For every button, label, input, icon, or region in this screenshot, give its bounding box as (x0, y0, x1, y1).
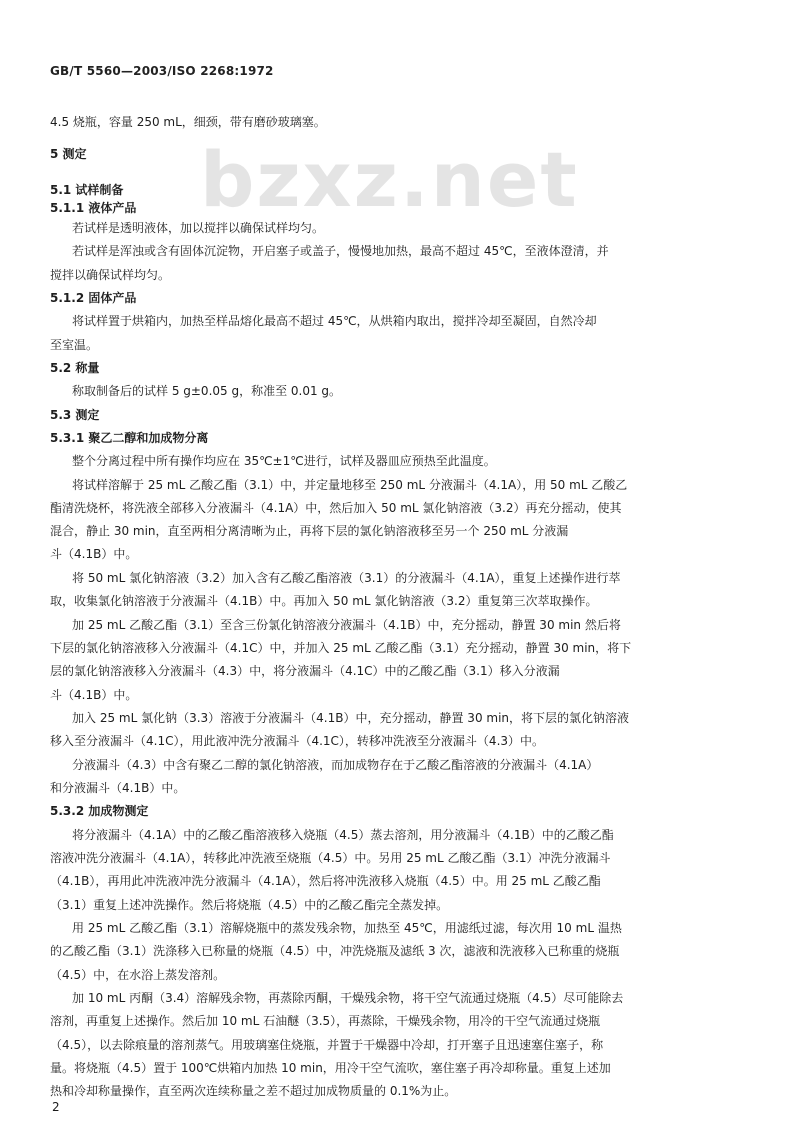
text-line: 热和冷却称量操作，直至两次连续称量之差不超过加成物质量的 0.1%为止。 (50, 1084, 457, 1098)
text-line: 溶剂，再重复上述操作。然后加 10 mL 石油醚（3.5），再蒸除，干燥残余物，用冷的干空气流通过烧瓶 (50, 1014, 601, 1028)
text-line: 若试样是透明液体，加以搅拌以确保试样均匀。 (72, 221, 325, 235)
standard-header: GB/T 5560—2003/ISO 2268:1972 (50, 64, 274, 78)
text-line: 取，收集氯化钠溶液于分液漏斗（4.1B）中。再加入 50 mL 氯化钠溶液（3.2）重复第三次萃取操作。 (50, 594, 598, 608)
section-heading: 5.3.1 聚乙二醇和加成物分离 (50, 431, 209, 445)
section-heading: 5.1 试样制备 (50, 183, 124, 197)
section-heading: 5 测定 (50, 147, 87, 161)
text-line: 将试样置于烘箱内，加热至样品熔化最高不超过 45℃，从烘箱内取出，搅拌冷却至凝固，自然冷却 (72, 314, 597, 328)
text-line: 斗（4.1B）中。 (50, 547, 138, 561)
text-line: 整个分离过程中所有操作均应在 35℃±1℃进行，试样及器皿应预热至此温度。 (72, 454, 496, 468)
text-line: （4.5），以去除痕量的溶剂蒸气。用玻璃塞住烧瓶，并置于干燥器中冷却，打开塞子且迅速塞住塞子，称 (50, 1038, 604, 1052)
text-line: 称取制备后的试样 5 g±0.05 g，称准至 0.01 g。 (72, 384, 342, 398)
text-line: 将分液漏斗（4.1A）中的乙酸乙酯溶液移入烧瓶（4.5）蒸去溶剂，用分液漏斗（4.1B）中的乙酸乙酯 (72, 828, 614, 842)
text-line: 用 25 mL 乙酸乙酯（3.1）溶解烧瓶中的蒸发残余物，加热至 45℃，用滤纸过滤，每次用 10 mL 温热 (72, 921, 622, 935)
text-line: （4.1B），再用此冲洗液冲洗分液漏斗（4.1A），然后将冲洗液移入烧瓶（4.5）中。用 25 mL 乙酸乙酯 (50, 874, 601, 888)
text-line: 层的氯化钠溶液移入分液漏斗（4.3）中，将分液漏斗（4.1C）中的乙酸乙酯（3.1）移入分液漏 (50, 664, 560, 678)
text-line: 将试样溶解于 25 mL 乙酸乙酯（3.1）中，并定量地移至 250 mL 分液漏斗（4.1A），用 50 mL 乙酸乙 (72, 478, 628, 492)
text-line: 移入至分液漏斗（4.1C），用此液冲洗分液漏斗（4.1C），转移冲洗液至分液漏斗（4.3）中。 (50, 734, 545, 748)
text-line: 分液漏斗（4.3）中含有聚乙二醇的氯化钠溶液，而加成物存在于乙酸乙酯溶液的分液漏斗（4.1A） (72, 758, 599, 772)
text-line: 加入 25 mL 氯化钠（3.3）溶液于分液漏斗（4.1B）中，充分摇动，静置 30 min，将下层的氯化钠溶液 (72, 711, 630, 725)
section-heading: 5.3.2 加成物测定 (50, 804, 149, 818)
text-line: 搅拌以确保试样均匀。 (50, 268, 171, 282)
text-line: 酯清洗烧杯，将洗液全部移入分液漏斗（4.1A）中，然后加入 50 mL 氯化钠溶液（3.2）再充分摇动，使其 (50, 501, 622, 515)
page-number: 2 (52, 1100, 60, 1114)
text-line: 加 10 mL 丙酮（3.4）溶解残余物，再蒸除丙酮，干燥残余物，将干空气流通过烧瓶（4.5）尽可能除去 (72, 991, 624, 1005)
text-line: 的乙酸乙酯（3.1）洗涤移入已称量的烧瓶（4.5）中，冲洗烧瓶及滤纸 3 次，滤液和洗液移入已称重的烧瓶 (50, 944, 620, 958)
section-heading: 5.1.2 固体产品 (50, 291, 137, 305)
text-line: 和分液漏斗（4.1B）中。 (50, 781, 186, 795)
text-line: 将 50 mL 氯化钠溶液（3.2）加入含有乙酸乙酯溶液（3.1）的分液漏斗（4.1A），重复上述操作进行萃 (72, 571, 621, 585)
section-heading: 5.3 测定 (50, 408, 100, 422)
text-line: 下层的氯化钠溶液移入分液漏斗（4.1C）中，并加入 25 mL 乙酸乙酯（3.1）充分摇动，静置 30 min，将下 (50, 641, 632, 655)
text-line: 斗（4.1B）中。 (50, 688, 138, 702)
text-line: 溶液冲洗分液漏斗（4.1A），转移此冲洗液至烧瓶（4.5）中。另用 25 mL 乙酸乙酯（3.1）冲洗分液漏斗 (50, 851, 611, 865)
text-line: 至室温。 (50, 338, 99, 352)
text-line: 4.5 烧瓶，容量 250 mL，细颈，带有磨砂玻璃塞。 (50, 115, 326, 129)
section-heading: 5.1.1 液体产品 (50, 201, 137, 215)
text-line: 加 25 mL 乙酸乙酯（3.1）至含三份氯化钠溶液分液漏斗（4.1B）中，充分摇动，静置 30 min 然后将 (72, 618, 621, 632)
text-line: 若试样是浑浊或含有固体沉淀物，开启塞子或盖子，慢慢地加热，最高不超过 45℃，至液体澄清，并 (72, 244, 609, 258)
text-line: （4.5）中，在水浴上蒸发溶剂。 (50, 968, 226, 982)
section-heading: 5.2 称量 (50, 361, 100, 375)
watermark: bzxz.net (200, 135, 579, 224)
text-line: （3.1）重复上述冲洗操作。然后将烧瓶（4.5）中的乙酸乙酯完全蒸发掉。 (50, 898, 449, 912)
text-line: 混合，静止 30 min，直至两相分离清晰为止，再将下层的氯化钠溶液移至另一个 250 mL 分液漏 (50, 524, 569, 538)
text-line: 量。将烧瓶（4.5）置于 100℃烘箱内加热 10 min，用冷干空气流吹，塞住塞子再冷却称量。重复上述加 (50, 1061, 611, 1075)
